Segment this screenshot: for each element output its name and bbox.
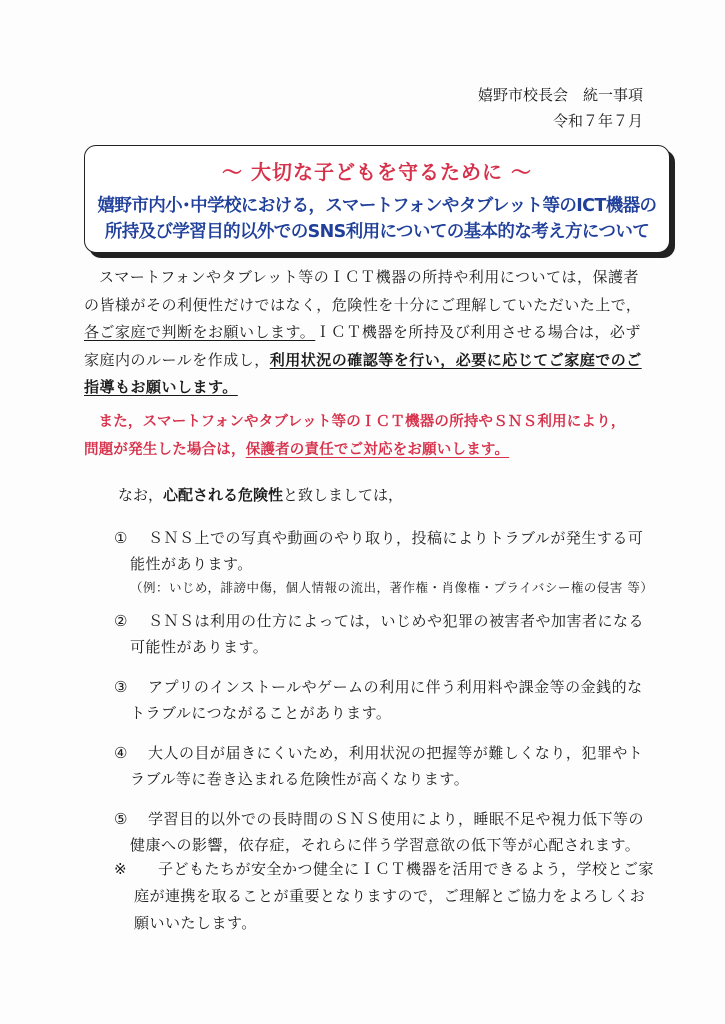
list-item bbox=[84, 525, 664, 599]
risk-text-line-2: トラブルにつながることがあります。 bbox=[130, 704, 392, 722]
issue-date: 令和７年７月 bbox=[552, 112, 643, 130]
intro-paragraph bbox=[84, 264, 650, 402]
title-main: ～ 大切な子どもを守るために ～ bbox=[222, 160, 532, 184]
risks-intro bbox=[118, 483, 403, 507]
title-subtitle-line-1: 嬉野市内小･中学校における，スマートフォンやタブレット等のICT機器の bbox=[97, 196, 657, 216]
risk-text-line-2: ラブル等に巻き込まれる危険性が高くなります。 bbox=[130, 770, 470, 788]
risk-text-line-1: アプリのインストールやゲームの利用に伴う利用料や課金等の金銭的な bbox=[148, 678, 643, 696]
risk-text-line-2: 可能性があります。 bbox=[130, 638, 269, 656]
list-item bbox=[84, 674, 664, 726]
issuing-organization: 嬉野市校長会 統一事項 bbox=[477, 86, 643, 104]
title-box bbox=[84, 145, 670, 253]
title-subtitle-line-2: 所持及び学習目的以外でのSNS利用についての基本的な考え方について bbox=[104, 222, 650, 242]
list-item bbox=[84, 608, 664, 660]
intro-line-2: の皆様がその利便性だけではなく，危険性を十分にご理解していただいた上で， bbox=[84, 295, 642, 314]
risk-number: ② bbox=[114, 612, 128, 630]
intro-line-4 bbox=[84, 347, 650, 375]
risks-intro-pre: なお， bbox=[118, 486, 164, 504]
risks-intro-post: と致しましては， bbox=[283, 486, 404, 504]
warning-line-2 bbox=[84, 436, 664, 464]
risk-text-line-1: 大人の目が届きにくいため，利用状況の把握等が難しくなり，犯罪やト bbox=[148, 744, 644, 762]
intro-underline-judgement: 各ご家庭で判断をお願いします。 bbox=[84, 323, 316, 341]
note-mark: ※ bbox=[114, 860, 128, 878]
risk-text-line-2: 健康への影響，依存症，それらに伴う学習意欲の低下等が心配されます。 bbox=[130, 836, 641, 854]
intro-emphasis-check-usage: 利用状況の確認等を行い，必要に応じてご家庭でのご bbox=[269, 350, 642, 369]
note-line-3: 願いいたします。 bbox=[134, 914, 257, 932]
note-line-1: 子どもたちが安全かつ健全にＩＣＴ機器を活用できるよう，学校とご家 bbox=[158, 860, 655, 878]
risks-intro-bold: 心配される危険性 bbox=[163, 486, 284, 504]
intro-line-4-start: 家庭内のルールを作成し， bbox=[84, 350, 270, 369]
list-item bbox=[84, 740, 664, 792]
risk-example: （例：いじめ，誹謗中傷，個人情報の流出，著作権・肖像権・プライバシー権の侵害 等） bbox=[130, 580, 654, 595]
warning-underline-responsibility: 保護者の責任でご対応をお願いします。 bbox=[245, 442, 510, 458]
intro-line-3-rest: ＩＣＴ機器を所持及び利用させる場合は，必ず bbox=[315, 323, 641, 341]
risk-number: ③ bbox=[114, 678, 128, 696]
note-line-2: 庭が連携を取ることが重要となりますので，ご理解とご協力をよろしくお bbox=[134, 887, 646, 905]
list-item bbox=[84, 806, 664, 858]
risk-number: ④ bbox=[114, 744, 128, 762]
risk-number: ⑤ bbox=[114, 810, 128, 828]
cooperation-note bbox=[84, 856, 664, 937]
risk-text-line-1: 学習目的以外での長時間のＳＮＳ使用により，睡眠不足や視力低下等の bbox=[148, 810, 645, 828]
parent-responsibility-warning bbox=[84, 408, 664, 464]
risk-text-line-1: ＳＮＳは利用の仕方によっては，いじめや犯罪の被害者や加害者になる bbox=[148, 612, 645, 630]
document-header bbox=[478, 82, 643, 134]
risk-number: ① bbox=[114, 529, 128, 547]
title-subtitle bbox=[85, 193, 669, 245]
intro-line-3 bbox=[84, 319, 650, 347]
warning-line-1: また，スマートフォンやタブレット等のＩＣＴ機器の所持やＳＮＳ利用により， bbox=[98, 414, 626, 430]
risk-text-line-1: ＳＮＳ上での写真や動画のやり取り，投稿によりトラブルが発生する可 bbox=[148, 529, 644, 547]
intro-emphasis-guidance: 指導もお願いします。 bbox=[84, 378, 238, 396]
intro-line-1: スマートフォンやタブレット等のＩＣＴ機器の所持や利用については，保護者 bbox=[99, 268, 639, 286]
intro-line-5 bbox=[84, 374, 650, 402]
risk-list bbox=[84, 525, 664, 858]
risk-text-line-2: 能性があります。 bbox=[130, 555, 253, 573]
warning-line-2-start: 問題が発生した場合は， bbox=[84, 442, 246, 458]
